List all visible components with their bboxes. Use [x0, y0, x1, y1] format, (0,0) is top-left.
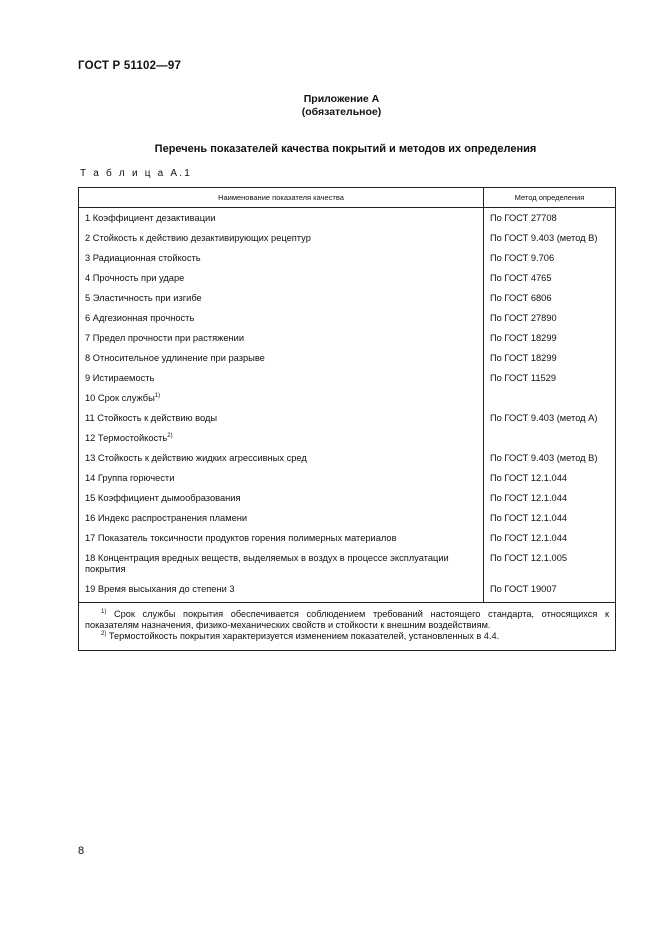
- method-cell: По ГОСТ 12.1.044: [484, 509, 616, 529]
- table-note: [85, 609, 609, 631]
- table-row: [79, 429, 616, 449]
- note-marker: 1): [101, 609, 107, 615]
- indicator-cell: [79, 208, 484, 230]
- table-row: [79, 389, 616, 409]
- appendix-title: Приложение А: [303, 93, 380, 105]
- indicator-cell: [79, 549, 484, 580]
- indicator-name: 1 Коэффициент дезактивации: [85, 213, 216, 223]
- method-cell: По ГОСТ 19007: [484, 580, 616, 603]
- indicator-name: 12 Термостойкость: [85, 433, 168, 443]
- method-cell: По ГОСТ 6806: [484, 289, 616, 309]
- method-cell: По ГОСТ 9.403 (метод В): [484, 449, 616, 469]
- method-cell: По ГОСТ 9.706: [484, 249, 616, 269]
- note-text: Срок службы покрытия обеспечивается соблюдением требований настоящего стандарта, относящихся к показателям назначения, физико-механических свойств и стойкости к внешним воздействиям.: [85, 609, 609, 630]
- table-notes-row: [79, 603, 616, 651]
- method-cell: По ГОСТ 18299: [484, 329, 616, 349]
- column-header-indicator: Наименование показателя качества: [79, 188, 484, 208]
- table-row: [79, 349, 616, 369]
- table-header-row: [79, 188, 616, 208]
- quality-table-container: [78, 187, 615, 651]
- indicator-cell: [79, 349, 484, 369]
- column-header-method: Метод определения: [484, 188, 616, 208]
- note-text: Термостойкость покрытия характеризуется изменением показателей, установленных в 4.4.: [106, 631, 500, 641]
- indicator-name: 17 Показатель токсичности продуктов горения полимерных материалов: [85, 533, 397, 543]
- method-cell: [484, 429, 616, 449]
- table-row: [79, 409, 616, 429]
- note-marker: 2): [101, 631, 107, 637]
- indicator-name: 5 Эластичность при изгибе: [85, 293, 202, 303]
- table-row: [79, 229, 616, 249]
- indicator-name: 3 Радиационная стойкость: [85, 253, 201, 263]
- table-notes: [79, 603, 616, 651]
- method-cell: По ГОСТ 9.403 (метод В): [484, 229, 616, 249]
- indicator-cell: [79, 580, 484, 603]
- indicator-name: 10 Срок службы: [85, 393, 155, 403]
- quality-indicators-table: [78, 187, 616, 651]
- appendix-heading: [0, 93, 661, 119]
- indicator-cell: [79, 449, 484, 469]
- table-row: [79, 249, 616, 269]
- indicator-cell: [79, 229, 484, 249]
- document-code: ГОСТ Р 51102—97: [78, 60, 182, 72]
- indicator-name: 9 Истираемость: [85, 373, 155, 383]
- table-row: [79, 449, 616, 469]
- indicator-name: 11 Стойкость к действию воды: [85, 413, 218, 423]
- indicator-name: 19 Время высыхания до степени 3: [85, 584, 235, 594]
- indicator-cell: [79, 389, 484, 409]
- indicator-name: 18 Концентрация вредных веществ, выделяемых в воздух в процессе эксплуатации покрытия: [85, 553, 449, 574]
- indicator-name: 14 Группа горючести: [85, 473, 175, 483]
- indicator-cell: [79, 369, 484, 389]
- indicator-cell: [79, 309, 484, 329]
- table-note: [85, 631, 609, 642]
- indicator-cell: [79, 489, 484, 509]
- table-row: [79, 329, 616, 349]
- indicator-cell: [79, 269, 484, 289]
- table-row: [79, 269, 616, 289]
- method-cell: По ГОСТ 12.1.044: [484, 489, 616, 509]
- indicator-cell: [79, 329, 484, 349]
- method-cell: По ГОСТ 12.1.005: [484, 549, 616, 580]
- indicator-cell: [79, 529, 484, 549]
- indicator-name: 7 Предел прочности при растяжении: [85, 333, 245, 343]
- indicator-cell: [79, 249, 484, 269]
- page-number: 8: [78, 845, 85, 857]
- table-row: [79, 549, 616, 580]
- indicator-cell: [79, 289, 484, 309]
- table-row: [79, 529, 616, 549]
- method-cell: По ГОСТ 18299: [484, 349, 616, 369]
- table-row: [79, 509, 616, 529]
- method-cell: По ГОСТ 12.1.044: [484, 529, 616, 549]
- indicator-name: 15 Коэффициент дымообразования: [85, 493, 241, 503]
- table-row: [79, 309, 616, 329]
- footnote-marker: 2): [167, 433, 173, 439]
- indicator-name: 16 Индекс распространения пламени: [85, 513, 248, 523]
- indicator-name: 13 Стойкость к действию жидких агрессивных сред: [85, 453, 307, 463]
- indicator-cell: [79, 509, 484, 529]
- table-row: [79, 489, 616, 509]
- table-caption: Т а б л и ц а А.1: [80, 168, 192, 179]
- table-row: [79, 369, 616, 389]
- table-row: [79, 208, 616, 230]
- method-cell: По ГОСТ 12.1.044: [484, 469, 616, 489]
- indicator-name: 4 Прочность при ударе: [85, 273, 185, 283]
- indicator-name: 8 Относительное удлинение при разрыве: [85, 353, 265, 363]
- table-row: [79, 289, 616, 309]
- table-row: [79, 469, 616, 489]
- indicator-name: 2 Стойкость к действию дезактивирующих рецептур: [85, 233, 311, 243]
- method-cell: По ГОСТ 27708: [484, 208, 616, 230]
- method-cell: По ГОСТ 9.403 (метод А): [484, 409, 616, 429]
- indicator-cell: [79, 469, 484, 489]
- method-cell: По ГОСТ 27890: [484, 309, 616, 329]
- method-cell: По ГОСТ 11529: [484, 369, 616, 389]
- table-row: [79, 580, 616, 603]
- appendix-subtitle: (обязательное): [301, 106, 382, 118]
- footnote-marker: 1): [154, 393, 161, 399]
- indicator-cell: [79, 429, 484, 449]
- method-cell: [484, 389, 616, 409]
- method-cell: По ГОСТ 4765: [484, 269, 616, 289]
- indicator-cell: [79, 409, 484, 429]
- section-title: Перечень показателей качества покрытий и методов их определения: [154, 143, 537, 155]
- indicator-name: 6 Адгезионная прочность: [85, 313, 195, 323]
